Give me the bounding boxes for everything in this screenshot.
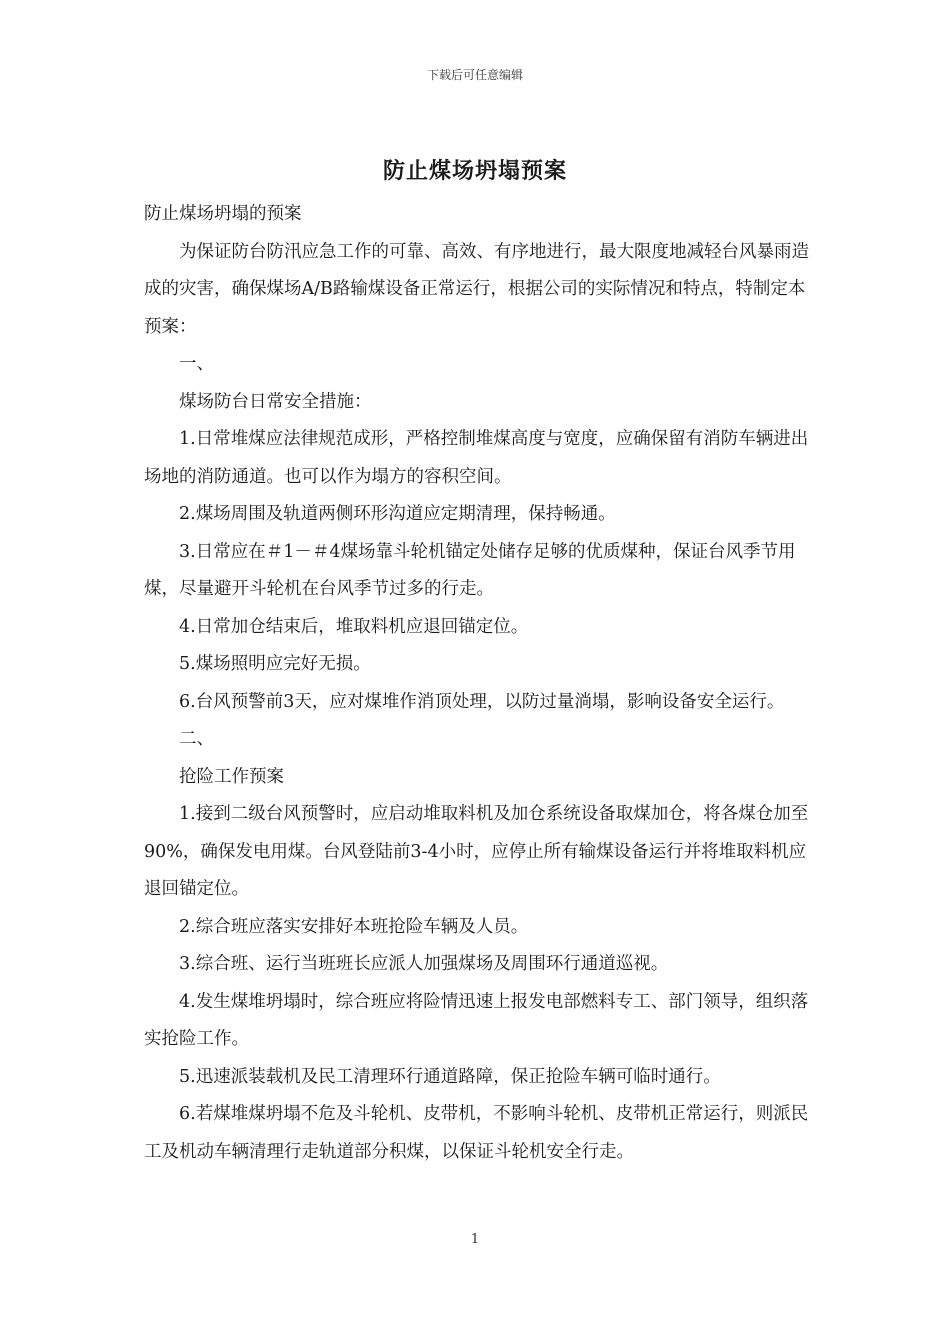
section-1-item: 3.日常应在＃1－＃4煤场靠斗轮机锚定处储存足够的优质煤种，保证台风季节用煤，尽量避开斗轮机在台风季节过多的行走。 [144,541,796,599]
section-2-item: 1.接到二级台风预警时，应启动堆取料机及加仓系统设备取煤加仓，将各煤仓加至90%，确保发电用煤。台风登陆前3-4小时，应停止所有输煤设备运行并将堆取料机应退回锚定位。 [144,804,809,899]
document-subtitle: 防止煤场坍塌的预案 [144,204,302,224]
section-2-item: 5.迅速派装载机及民工清理环行通道路障，保正抢险车辆可临时通行。 [179,1066,721,1087]
section-1-item: 6.台风预警前3天，应对煤堆作消顶处理，以防过量淌塌，影响设备安全运行。 [179,691,785,712]
section-1-heading: 煤场防台日常安全措施： [179,391,372,412]
section-2-item: 3.综合班、运行当班班长应派人加强煤场及周围环行通道巡视。 [179,954,669,974]
section-1-item: 2.煤场周围及轨道两侧环形沟道应定期清理，保持畅通。 [179,504,616,524]
document-title: 防止煤场坍塌预案 [382,158,567,184]
section-2-number: 二、 [179,729,214,749]
page-number: 1 [470,1232,480,1247]
section-2-heading: 抢险工作预案 [179,766,284,787]
section-1-number: 一、 [179,354,214,374]
section-1-item: 1.日常堆煤应法律规范成形，严格控制堆煤高度与宽度，应确保留有消防车辆进出场地的消防通道。也可以作为塌方的容积空间。 [144,429,809,487]
section-2-item: 2.综合班应落实安排好本班抢险车辆及人员。 [179,916,529,937]
section-2-item: 4.发生煤堆坍塌时，综合班应将险情迅速上报发电部燃料专工、部门领导，组织落实抢险工作。 [144,991,809,1049]
document-body [144,196,812,1171]
intro-paragraph: 为保证防台防汛应急工作的可靠、高效、有序地进行，最大限度地减轻台风暴雨造成的灾害，确保煤场A/B路输煤设备正常运行，根据公司的实际情况和特点，特制定本预案： [144,241,809,337]
section-2-item: 6.若煤堆煤坍塌不危及斗轮机、皮带机，不影响斗轮机、皮带机正常运行，则派民工及机动车辆清理行走轨道部分积煤，以保证斗轮机安全行走。 [144,1104,809,1162]
header-note: 下载后可任意编辑 [426,68,523,82]
section-1-item: 4.日常加仓结束后，堆取料机应退回锚定位。 [179,616,529,637]
section-1-item: 5.煤场照明应完好无损。 [179,654,371,674]
